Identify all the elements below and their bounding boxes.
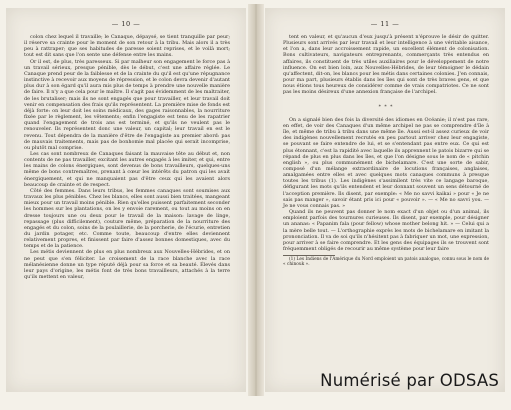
footnote: (1) Les Indiens de l'Amérique du Nord emploient un patois analogue, connu sous le nom de « chinouk ». [283,257,489,268]
left-page-text [24,34,230,280]
paragraph: On a signalé bien des fois la diversité des idiomes en Océanie; il n'est pas rare, en effet, de voir des Canaques d'un même archipel ne pas se comprendre d'île à île, et même de tribu à tribu dans une même île. Aussi est-il assez curieux de voir des indigènes nouvellement recrutés en peu partout arriver chez leur engagiste, se pouvant se faire entendre de lui, et se s'entendant pas entre eux. Ce qui est plus étonnant, c'est la rapidité avec laquelle ils apprennent le patois bizarre qui se répand de plus en plus dans les îles, et que l'on désigne sous le nom de « pitchin english », ou plus communément de bichelamare. C'est une sorte de sabir, composé d'un mélange extraordinaire de locutions françaises, anglaises, amalgamées entre elles et avec quelques mots canaques communs à presque toutes les tribus (1). Les indigènes s'assimilent très vite ce langage baroque, défigurant les mots qu'ils entendent et leur donnant souvent un sens détourné de l'acception première. Ils disent, par exemple: « Me no savvi kaikai » pour « Je ne sais pas manger », savoir étant pris ici pour « pouvoir ». — « Me no savvi you. — Je ne vous connais pas. » [283,116,489,209]
section-separator: * * * [378,104,394,110]
paragraph: Quand ils ne peuvent pas donner le nom exact d'un objet ou d'un animal, ils emploient parfois des tournures curieuses. Ils disent, par exemple, pour désigner un ananas: « Papanim fala (pour fellow) whose mother belong hit. » — Celui qui a la mère belle tout. — L'orthographie exprès les mots de bichelamare en imitant la prononciation. Il va de soi qu'ils n'hésitent pas à fabriquer un mot, une expression, pour arriver à se faire comprendre. Et les gens des équipages ils se trouvent sont fréquemment obligés de recourir au même système pour leur faire [283,209,489,252]
paragraph: Or il est, de plus, très paresseux. Si par malheur son engagement le force pas à un travail sérieux, presque pénible, dès le début, c'est une affaire réglée. Le Canaque prend peur de la faiblesse et de la crainte du qu'il est qu'une répugnance instinctive à recevoir aux moyens de répression, et le colon devra devenir d'autant plus dur à son égard qu'il aura mis plus de temps à prendre une nouvelle manière de faire. Il n'y a que cela pour le maître. Il s'agit pas évidemment de les maltraiter, de les brutaliser; mais ils ne sont engagés que pour travailler, et leur travail doit venir en compensation des frais qu'ils représentent. La première mise de fonds est déjà forte: on leur doit les soins médicaux, des gages raisonnables, la nourriture fixée par le règlement, les vêtements; enfin l'engagiste est tenu de les rapatrier quand l'engagement de trois ans est terminé, et qu'ils ne veulent pas le renouveler. Ils représentent donc une valeur, un capital; leur travail en est le revenu. Tout dépendra de la manière d'être de l'engagiste au premier abord: pas de mauvais traitements, mais pas de bonhomie mal placée qui serait incomprise, ou plutôt mal comprise. [24,58,230,151]
digitization-credit: Numérisé par ODSAS [320,371,499,390]
left-page [6,8,246,392]
paragraph: tent en valeur, et qu'aucun d'eux jusqu'à présent n'éprouve le désir de quitter. Plusieurs sont arrivés par leur travail et leur intelligence à une véritable aisance, et l'on a, dans leur accroissement rapide, un excellent élément de colonisation. Bons cultivateurs, navigateurs entreprenants, commerçants très entendus en affaires, ils constituent de très utiles auxiliaires pour le développement de notre influence. On est bien loin, aux Nouvelles-Hébrides, de leur témoigner le dédain qu'affectent, dit-on, les blancs pour les métis dans certaines colonies. J'en connais, pour ma part, plusieurs établis dans les îles qui sont de très braves gens, et que nous étions tous heureux de considérer comme de vrais compatriotes. Ce ne sont pas les moins désireux d'une annexion française de l'archipel. [283,34,489,96]
right-page [265,8,505,392]
paragraph: colon chez lequel il travaille; le Canaque, dépaysé, se tient tranquille par peur; il réserve sa crainte pour le moment de son retour à la tribu. Mais alors il a très peu à rattraper; que ses habitudes de paresse soient reprises, et le voilà mort; tout est dit sans que l'on sente une défense entre les mains. [24,34,230,59]
book-gutter [248,4,264,396]
paragraph: Côté des femmes. Dans leurs tribus, les femmes canaques sont soumises aux travaux les plus pénibles. Chez les blancs, elles sont aussi bien traitées, mangeant mieux pour un travail moins pénible. Rien qu'elles puissent parfaitement seconder les hommes sur les plantations, on les y envoie rarement, ou tout au moins on en dresse toujours une ou deux pour le travail de la maison: lavage de linge, repassage (plus difficilement), couture même, préparation de la nourriture des engagés et du colon, soins de la poulaillerie, de la porcherie, de l'écurie, entretien du jardin potager, etc. Comme toute, beaucoup d'entre elles deviennent relativement propres, et finissent par faire d'assez bonnes domestiques, avec du temps et de la patience. [24,187,230,250]
page-number: — 10 — [111,20,141,28]
page-number: — 11 — [370,20,400,28]
paragraph: Les cas sont nombreux de Canaques faisant la mauvaise tête au début et, non contents de ne pas travailler, excitant les autres engagés à les imiter, et qui, entre les mains de colons énergiques, sont devenus de bons travailleurs, quelques-uns même de bons contremaîtres, prenant à cœur les intérêts du patron qui les avait énergiquement, et qui ne manquaient pas d'être ceux qui les avaient alors beaucoup de crainte et de respect. [24,150,230,188]
right-page-text [283,34,489,268]
paragraph: Les métis deviennent de plus en plus nombreux aux Nouvelles-Hébrides, et on ne peut que s'en féliciter. Le croisement de la race blanche avec la race mélanésienne donne un type réputé déjà pour sa force et sa beauté. Élevés dans leur pays d'origine, les métis font de très bons travailleurs, attachés à la terre qu'ils mettent en valeur, [24,249,230,281]
